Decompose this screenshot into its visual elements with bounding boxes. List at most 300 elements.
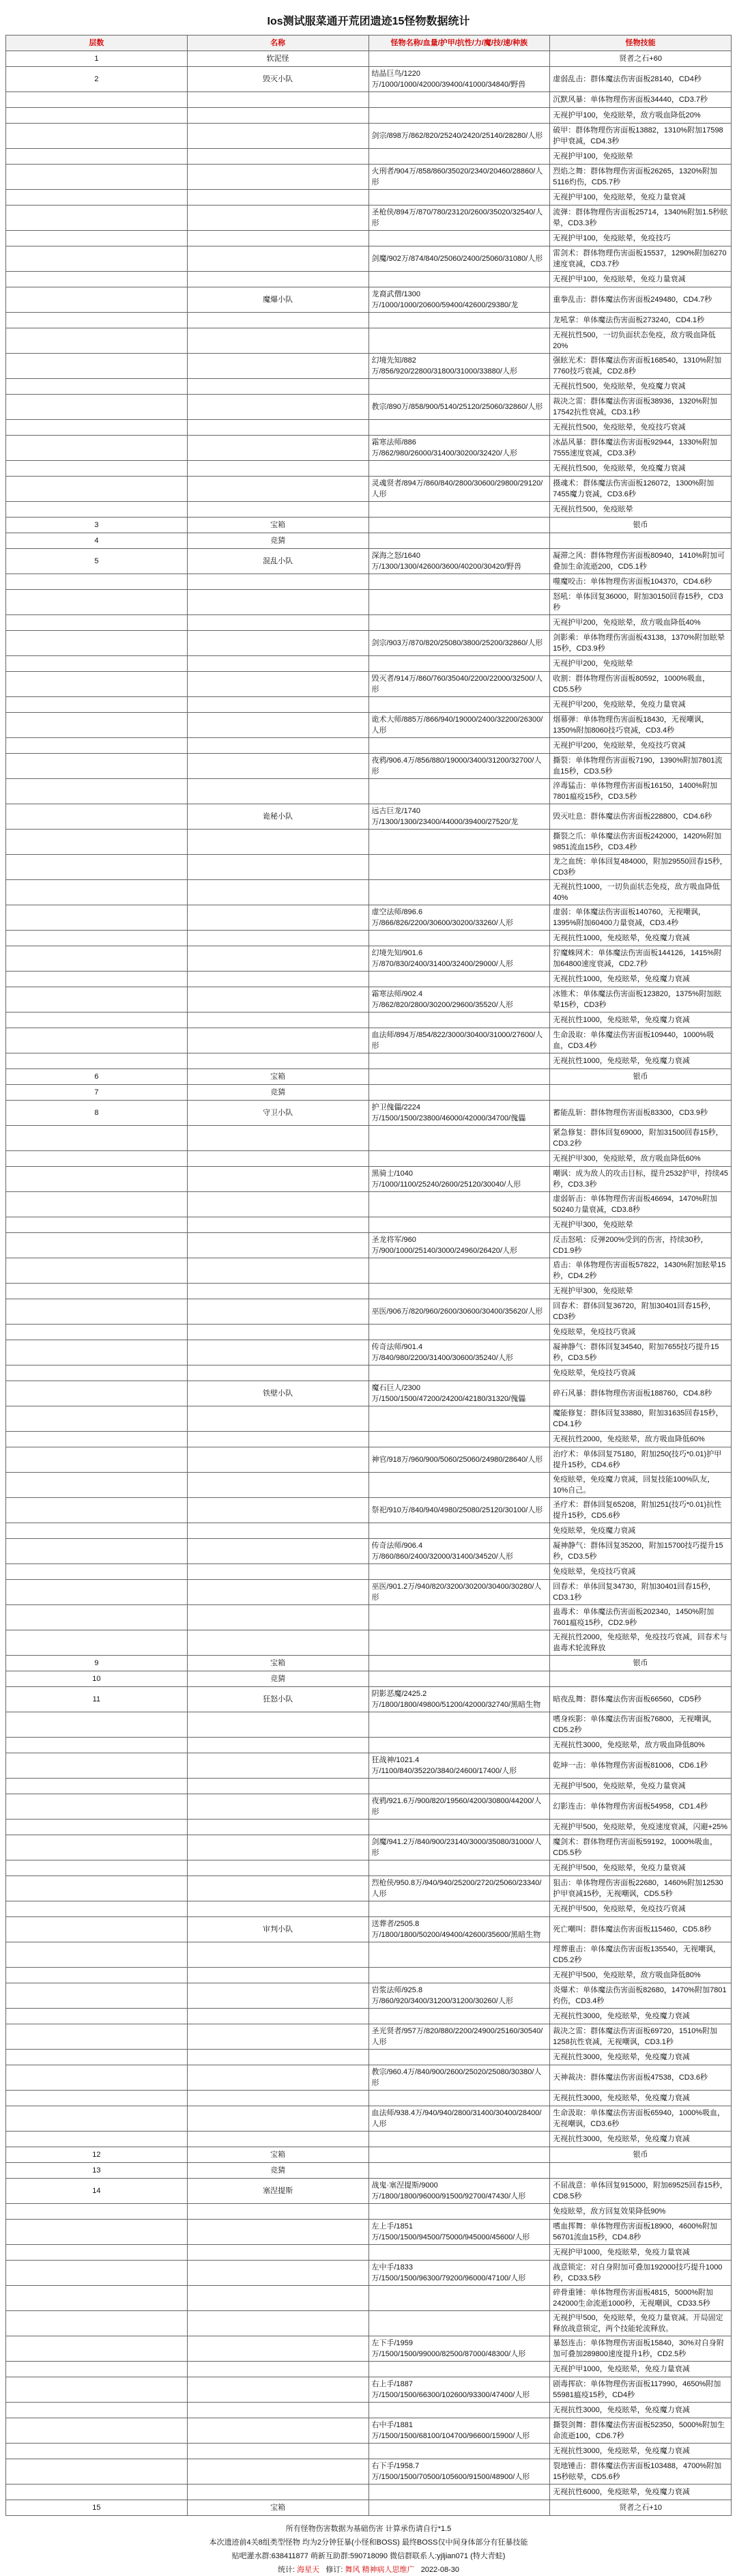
table-row (6, 1753, 732, 1779)
cell-floor (6, 754, 188, 779)
cell-skill (550, 1671, 732, 1687)
cell-stats (369, 1523, 550, 1539)
table-row (6, 92, 732, 108)
cell-name (187, 1605, 369, 1630)
cell-stats: 夜鸦/921.6万/900/820/19560/4200/30800/44200/人形 (369, 1794, 550, 1820)
cell-stats (369, 2444, 550, 2459)
cell-name (187, 379, 369, 395)
cell-floor (6, 395, 188, 420)
cell-floor (6, 1983, 188, 2009)
cell-floor: 14 (6, 2179, 188, 2204)
table-row (6, 1340, 732, 1365)
cell-skill: 无视抗性1000，免疫眩晕，免疫魔力衰减 (550, 1053, 732, 1069)
cell-name (187, 246, 369, 272)
cell-stats (369, 2245, 550, 2261)
cell-name: 混乱小队 (187, 549, 369, 574)
cell-floor (6, 738, 188, 754)
cell-stats: 灵魂贤者/894万/860/840/2800/30600/29800/29120/人形 (369, 477, 550, 502)
cell-stats (369, 1192, 550, 1217)
cell-name (187, 2286, 369, 2311)
cell-floor (6, 379, 188, 395)
cell-floor (6, 2485, 188, 2500)
cell-name (187, 2459, 369, 2485)
table-row (6, 1151, 732, 1167)
cell-skill: 银币 (550, 518, 732, 533)
table-row (6, 287, 732, 313)
cell-skill: 无视抗性500，一切负面状态免疫，敌方吸血降低20% (550, 328, 732, 354)
cell-stats (369, 1432, 550, 1447)
cell-stats (369, 328, 550, 354)
table-row (6, 231, 732, 246)
cell-floor (6, 804, 188, 830)
cell-skill: 剑影乘：单体物理伤害面板43138，1370%附加眩晕15秒，CD3.9秒 (550, 631, 732, 656)
cell-stats (369, 1968, 550, 1983)
table-row (6, 2024, 732, 2050)
table-row (6, 1564, 732, 1580)
cell-stats (369, 2050, 550, 2065)
cell-floor (6, 328, 188, 354)
cell-floor (6, 631, 188, 656)
cell-skill: 无视护甲200，免疫眩晕，免疫技巧衰减 (550, 738, 732, 754)
cell-name: 狂怒小队 (187, 1687, 369, 1712)
cell-name (187, 590, 369, 615)
cell-name (187, 2132, 369, 2147)
cell-skill: 银币 (550, 2147, 732, 2163)
cell-stats: 毁灭者/914万/860/760/35040/2200/22000/32500/人形 (369, 672, 550, 697)
table-row (6, 1365, 732, 1381)
cell-name (187, 754, 369, 779)
cell-name (187, 1053, 369, 1069)
cell-name (187, 2485, 369, 2500)
table-row (6, 165, 732, 190)
cell-skill: 无视护甲200，免疫眩晕 (550, 656, 732, 672)
cell-skill: 流弹：群体物理伤害面板25714，1340%附加1.5秒眩晕，CD3.3秒 (550, 206, 732, 231)
cell-floor (6, 1580, 188, 1605)
table-row (6, 1539, 732, 1564)
footer-note-damage: 所有怪物伤害数据为基础伤害 计算承伤请自行*1.5 (285, 2525, 452, 2533)
cell-name (187, 1753, 369, 1779)
cell-stats (369, 379, 550, 395)
cell-skill: 凝神静气：群体回复35200，附加15700技巧提升15秒，CD3.5秒 (550, 1539, 732, 1564)
cell-stats (369, 1325, 550, 1340)
cell-stats (369, 533, 550, 549)
cell-name (187, 2106, 369, 2132)
cell-stats (369, 2500, 550, 2516)
cell-skill: 无视护甲500，免疫眩晕，免疫速度衰减，闪避+25% (550, 1820, 732, 1835)
cell-stats (369, 461, 550, 477)
cell-skill: 乾坤一击：单体物理伤害面板81006，CD6.1秒 (550, 1753, 732, 1779)
cell-floor (6, 2336, 188, 2362)
cell-floor (6, 2050, 188, 2065)
cell-name (187, 1447, 369, 1473)
cell-stats: 黑骑士/1040万/1000/1100/25240/2600/25120/30040/人形 (369, 1167, 550, 1192)
table-row (6, 738, 732, 754)
cell-floor (6, 1917, 188, 1942)
table-row (6, 615, 732, 631)
cell-stats (369, 590, 550, 615)
cell-floor (6, 1258, 188, 1284)
cell-name (187, 946, 369, 972)
cell-stats (369, 272, 550, 287)
cell-name (187, 1325, 369, 1340)
cell-skill: 银币 (550, 1069, 732, 1085)
cell-skill: 贤者之石+10 (550, 2500, 732, 2516)
cell-name: 铁壁小队 (187, 1381, 369, 1406)
cell-stats (369, 615, 550, 631)
table-row (6, 1217, 732, 1233)
cell-name (187, 2362, 369, 2377)
cell-name (187, 2336, 369, 2362)
table-row (6, 2286, 732, 2311)
cell-name: 魔爆小队 (187, 287, 369, 313)
cell-stats (369, 1564, 550, 1580)
cell-stats: 教宗/960.4万/840/900/2600/25020/25080/30380/人形 (369, 2065, 550, 2091)
table-row (6, 2163, 732, 2179)
table-row (6, 1258, 732, 1284)
cell-name (187, 2091, 369, 2106)
cell-skill: 嘲讽：成为敌人的攻击目标，提升2532护甲，持续45秒，CD3.3秒 (550, 1167, 732, 1192)
cell-skill: 暴怒连击：单体物理伤害面板15840，30%对自身附加可叠加289800速度提升1秒，CD2.5秒 (550, 2336, 732, 2362)
cell-name (187, 905, 369, 931)
cell-floor (6, 1820, 188, 1835)
date: 2022-08-30 (420, 2566, 459, 2574)
cell-skill: 狙击：单体物理伤害面板22680，1460%附加12530护甲衰减15秒，无视嘲讽，CD5.5秒 (550, 1876, 732, 1901)
cell-stats: 阴影恶魔/2425.2万/1800/1800/49800/51200/42000/32740/黑暗生物 (369, 1687, 550, 1712)
cell-floor (6, 1325, 188, 1340)
cell-skill: 无视护甲100，免疫眩晕，免疫技巧 (550, 231, 732, 246)
cell-stats (369, 313, 550, 328)
cell-name: 诡秘小队 (187, 804, 369, 830)
cell-name (187, 987, 369, 1013)
cell-stats: 护卫傀儡/2224万/1500/1500/23800/46000/42000/34700/傀儡 (369, 1101, 550, 1126)
table-row (6, 549, 732, 574)
cell-floor (6, 231, 188, 246)
cell-name (187, 206, 369, 231)
cell-stats: 传奇法师/906.4万/860/860/2400/32000/31400/34520/人形 (369, 1539, 550, 1564)
cell-stats (369, 1217, 550, 1233)
table-row (6, 1901, 732, 1917)
cell-floor (6, 1340, 188, 1365)
cell-name (187, 2403, 369, 2418)
cell-floor (6, 1233, 188, 1258)
cell-name (187, 830, 369, 855)
cell-stats (369, 1738, 550, 1753)
cell-stats: 深海之怒/1640万/1300/1300/42600/3600/40200/30420/野兽 (369, 549, 550, 574)
cell-name (187, 2050, 369, 2065)
table-row (6, 395, 732, 420)
cell-skill: 无视抗性500，免疫眩晕，免疫技巧衰减 (550, 420, 732, 436)
cell-stats (369, 1365, 550, 1381)
table-row (6, 1406, 732, 1432)
table-header-row (6, 36, 732, 51)
cell-name (187, 165, 369, 190)
cell-name (187, 1983, 369, 2009)
cell-stats: 霜寒法师/902.4万/862/820/2800/30200/29600/35520/人形 (369, 987, 550, 1013)
cell-stats (369, 108, 550, 124)
cell-floor (6, 713, 188, 738)
cell-stats (369, 502, 550, 518)
cell-skill: 无视护甲1000，免疫眩晕，免疫力量衰减 (550, 2362, 732, 2377)
cell-skill: 蛊毒术：单体魔法伤害面板202340，1450%附加7601瘟疫15秒，CD2.9秒 (550, 1605, 732, 1630)
table-row (6, 2179, 732, 2204)
cell-floor (6, 2106, 188, 2132)
cell-name (187, 2009, 369, 2024)
cell-name (187, 354, 369, 379)
cell-name: 竞猜 (187, 2163, 369, 2179)
table-row (6, 1473, 732, 1498)
cell-floor (6, 1151, 188, 1167)
table-row (6, 2311, 732, 2336)
cell-stats: 传奇法师/901.4万/840/980/2200/31400/30600/35240/人形 (369, 1340, 550, 1365)
cell-floor (6, 2204, 188, 2220)
cell-floor (6, 779, 188, 804)
cell-stats: 霜寒法师/886万/862/980/26000/31400/30200/32420/人形 (369, 436, 550, 461)
cell-skill: 魔剑术：群体物理伤害面板59192，1000%吸血，CD5.5秒 (550, 1835, 732, 1860)
cell-stats: 血法师/894万/854/822/3000/30400/31000/27600/人形 (369, 1028, 550, 1053)
table-header (6, 36, 732, 51)
cell-skill: 死亡嘲叫：群体魔法伤害面板115460，CD5.8秒 (550, 1917, 732, 1942)
cell-skill: 暗夜乱舞：群体魔法伤害面板66560，CD5秒 (550, 1687, 732, 1712)
cell-skill: 无视抗性3000，免疫眩晕，敌方吸血降低80% (550, 1738, 732, 1753)
cell-stats (369, 51, 550, 67)
cell-name (187, 972, 369, 987)
cell-name (187, 2418, 369, 2444)
cell-name (187, 697, 369, 713)
cell-stats (369, 518, 550, 533)
cell-floor (6, 1738, 188, 1753)
cell-skill: 无视抗性6000，免疫眩晕，免疫魔力衰减 (550, 2485, 732, 2500)
cell-floor (6, 1028, 188, 1053)
cell-stats (369, 1630, 550, 1656)
cell-name (187, 2024, 369, 2050)
page (5, 0, 732, 2576)
cell-floor (6, 1712, 188, 1738)
cell-name (187, 1013, 369, 1028)
cell-skill: 狞魔蛛网术：单体魔法伤害面板144126，1415%附加64800速度衰减，CD2.7秒 (550, 946, 732, 972)
cell-name (187, 1258, 369, 1284)
cell-skill: 无视护甲100，免疫眩晕 (550, 149, 732, 165)
table-row (6, 946, 732, 972)
cell-name (187, 1523, 369, 1539)
cell-name (187, 1860, 369, 1876)
cell-floor (6, 1365, 188, 1381)
cell-skill: 不屈战意：单体回复915000，附加69525回春15秒，CD8.5秒 (550, 2179, 732, 2204)
table-row (6, 272, 732, 287)
cell-skill: 无视抗性1000，免疫眩晕，免疫魔力衰减 (550, 1013, 732, 1028)
cell-floor (6, 1794, 188, 1820)
cell-stats: 夜鸦/906.4万/856/880/19000/3400/31200/32700/人形 (369, 754, 550, 779)
cell-name (187, 1779, 369, 1794)
cell-name (187, 1630, 369, 1656)
cell-skill: 无视抗性1000，免疫眩晕，免疫魔力衰减 (550, 972, 732, 987)
cell-stats: 龙裔武僧/1300万/1000/1000/20600/59400/42600/29380/龙 (369, 287, 550, 313)
table-row (6, 1085, 732, 1101)
cell-floor (6, 1876, 188, 1901)
table-row (6, 1917, 732, 1942)
table-row (6, 108, 732, 124)
cell-skill: 埋葬重击：单体魔法伤害面板135540，无视嘲讽，CD5.2秒 (550, 1942, 732, 1968)
cell-name (187, 1192, 369, 1217)
cell-skill: 凝滞之风：群体物理伤害面板80940，1410%附加可叠加生命流逝200，CD5.1秒 (550, 549, 732, 574)
cell-skill: 强眩光术：群体魔法伤害面板168540，1310%附加7760技巧衰减，CD2.8秒 (550, 354, 732, 379)
cell-name (187, 631, 369, 656)
cell-name (187, 190, 369, 206)
cell-stats (369, 1473, 550, 1498)
cell-stats (369, 2485, 550, 2500)
cell-stats: 岩浆法师/925.8万/860/920/3400/31200/31200/30260/人形 (369, 1983, 550, 2009)
table-row (6, 754, 732, 779)
table-row (6, 379, 732, 395)
cell-floor: 12 (6, 2147, 188, 2163)
table-row (6, 1101, 732, 1126)
cell-skill: 无视护甲100，免疫眩晕，免疫力量衰减 (550, 190, 732, 206)
cell-name (187, 328, 369, 354)
cell-stats: 巫医/906万/820/960/2600/30600/30400/35620/人形 (369, 1299, 550, 1325)
cell-name (187, 231, 369, 246)
col-name: 名称 (187, 36, 369, 51)
cell-floor (6, 1630, 188, 1656)
cell-stats: 右下手/1958.7万/1500/1500/70500/105600/91500/48900/人形 (369, 2459, 550, 2485)
cell-name: 毁灭小队 (187, 67, 369, 92)
cell-skill: 无视抗性3000，免疫眩晕，免疫魔力衰减 (550, 2009, 732, 2024)
cell-stats (369, 1779, 550, 1794)
cell-skill: 虚弱乱击：群体魔法伤害面板28140，CD4秒 (550, 67, 732, 92)
table-row (6, 2050, 732, 2065)
cell-name (187, 92, 369, 108)
cell-floor (6, 1523, 188, 1539)
table-row (6, 931, 732, 946)
table-row (6, 631, 732, 656)
cell-floor (6, 1835, 188, 1860)
cell-floor (6, 1968, 188, 1983)
table-row (6, 2091, 732, 2106)
table-row (6, 830, 732, 855)
table-row (6, 2377, 732, 2403)
cell-stats: 神官/918万/960/900/5060/25060/24980/28640/人形 (369, 1447, 550, 1473)
cell-stats: 幻境先知/882万/856/920/22800/31800/31000/33880/人形 (369, 354, 550, 379)
cell-name: 宝箱 (187, 518, 369, 533)
table-row (6, 2009, 732, 2024)
cell-stats: 虚空法师/896.6万/866/826/2200/30600/30200/33260/人形 (369, 905, 550, 931)
table-row (6, 328, 732, 354)
cell-skill: 免疫眩晕，敌方回复效果降低90% (550, 2204, 732, 2220)
cell-floor (6, 1192, 188, 1217)
table-row (6, 51, 732, 67)
cell-name: 竞猜 (187, 533, 369, 549)
cell-floor (6, 2311, 188, 2336)
cell-floor (6, 2024, 188, 2050)
cell-floor: 1 (6, 51, 188, 67)
cell-skill: 重拳乱击：群体魔法伤害面板249480，CD4.7秒 (550, 287, 732, 313)
cell-floor (6, 2132, 188, 2147)
col-skill: 怪物技能 (550, 36, 732, 51)
cell-skill: 冰锥术：单体魔法伤害面板123820，1375%附加眩晕15秒，CD3秒 (550, 987, 732, 1013)
cell-skill: 撕裂剑舞：群体魔法伤害面板52350，5000%附加生命流逝100，CD6.7秒 (550, 2418, 732, 2444)
cell-skill: 无视护甲100，免疫眩晕，敌方吸血降低20% (550, 108, 732, 124)
cell-skill: 撕裂之爪：单体魔法伤害面板242000，1420%附加9851流血15秒，CD3.4秒 (550, 830, 732, 855)
cell-stats: 圣龙将军/960万/900/1000/25140/3000/24960/26420/人形 (369, 1233, 550, 1258)
cell-skill: 炎爆术：单体魔法伤害面板82680，1470%附加7801灼伤，CD3.4秒 (550, 1983, 732, 2009)
cell-stats (369, 2091, 550, 2106)
table-row (6, 1523, 732, 1539)
cell-floor (6, 697, 188, 713)
table-row (6, 1126, 732, 1151)
cell-name (187, 124, 369, 149)
cell-skill: 烟幕弹：单体物理伤害面板18430，无视嘲讽，1350%附加8060技巧衰减，CD3.4秒 (550, 713, 732, 738)
cell-floor (6, 1167, 188, 1192)
cell-stats (369, 1406, 550, 1432)
cell-skill (550, 2163, 732, 2179)
cell-stats (369, 1126, 550, 1151)
cell-stats (369, 574, 550, 590)
table-row (6, 477, 732, 502)
cell-stats (369, 2132, 550, 2147)
cell-stats: 巫医/901.2万/940/820/3200/30200/30400/30280/人形 (369, 1580, 550, 1605)
cell-skill: 无视护甲200，免疫眩晕，敌方吸血降低40% (550, 615, 732, 631)
cell-skill: 裂地锤击：群体魔法伤害面板103488，4700%附加15秒眩晕，CD5.6秒 (550, 2459, 732, 2485)
cell-name (187, 1432, 369, 1447)
cell-stats (369, 779, 550, 804)
cell-name: 宝箱 (187, 1069, 369, 1085)
table-row (6, 1053, 732, 1069)
cell-stats (369, 2147, 550, 2163)
cell-floor (6, 1406, 188, 1432)
cell-floor (6, 354, 188, 379)
editor-names: 舞风 精神病人思维广 (345, 2566, 415, 2574)
cell-stats: 狂战神/1021.4万/1100/840/35220/3840/24600/17400/人形 (369, 1753, 550, 1779)
table-row (6, 590, 732, 615)
cell-name: 宝箱 (187, 1656, 369, 1671)
cell-stats (369, 830, 550, 855)
cell-skill: 裁决之雷：群体魔法伤害面板38936，1320%附加17542抗性衰减，CD3.1秒 (550, 395, 732, 420)
cell-skill: 蓄能乱斩：群体物理伤害面板83300，CD3.9秒 (550, 1101, 732, 1126)
table-row (6, 2261, 732, 2286)
cell-skill: 无视护甲300，免疫眩晕，敌方吸血降低60% (550, 1151, 732, 1167)
cell-stats (369, 1860, 550, 1876)
table-row (6, 354, 732, 379)
cell-name: 塞涅提斯 (187, 2179, 369, 2204)
table-row (6, 2500, 732, 2516)
cell-skill: 嗜身疾影：单体魔法伤害面板76800，无视嘲讽，CD5.2秒 (550, 1712, 732, 1738)
cell-name (187, 1340, 369, 1365)
cell-floor (6, 272, 188, 287)
cell-floor (6, 931, 188, 946)
table-row (6, 1942, 732, 1968)
table-row (6, 502, 732, 518)
cell-stats: 教宗/890万/858/900/5140/25120/25060/32860/人形 (369, 395, 550, 420)
table-row (6, 2065, 732, 2091)
cell-name (187, 713, 369, 738)
stats-prefix: 统计: (278, 2566, 295, 2574)
cell-floor (6, 287, 188, 313)
table-row (6, 1820, 732, 1835)
cell-name (187, 1820, 369, 1835)
cell-name (187, 2444, 369, 2459)
table-row (6, 574, 732, 590)
cell-name (187, 1284, 369, 1299)
cell-name (187, 2311, 369, 2336)
cell-skill: 凝神静气：群体回复34540，附加7655技巧提升15秒，CD3.5秒 (550, 1340, 732, 1365)
cell-floor: 7 (6, 1085, 188, 1101)
cell-skill: 淬毒猛击：单体物理伤害面板16150，1400%附加7801瘟疫15秒，CD3.5秒 (550, 779, 732, 804)
cell-name (187, 2204, 369, 2220)
table-row (6, 461, 732, 477)
cell-skill: 银币 (550, 1656, 732, 1671)
cell-stats: 圣光贤者/957万/820/880/2200/24900/25160/30540/人形 (369, 2024, 550, 2050)
cell-floor: 4 (6, 533, 188, 549)
cell-skill: 碎骨重锤：单体物理伤害面板4815，5000%附加242000生命流逝1000秒，无视嘲讽，CD33.5秒 (550, 2286, 732, 2311)
cell-stats (369, 931, 550, 946)
